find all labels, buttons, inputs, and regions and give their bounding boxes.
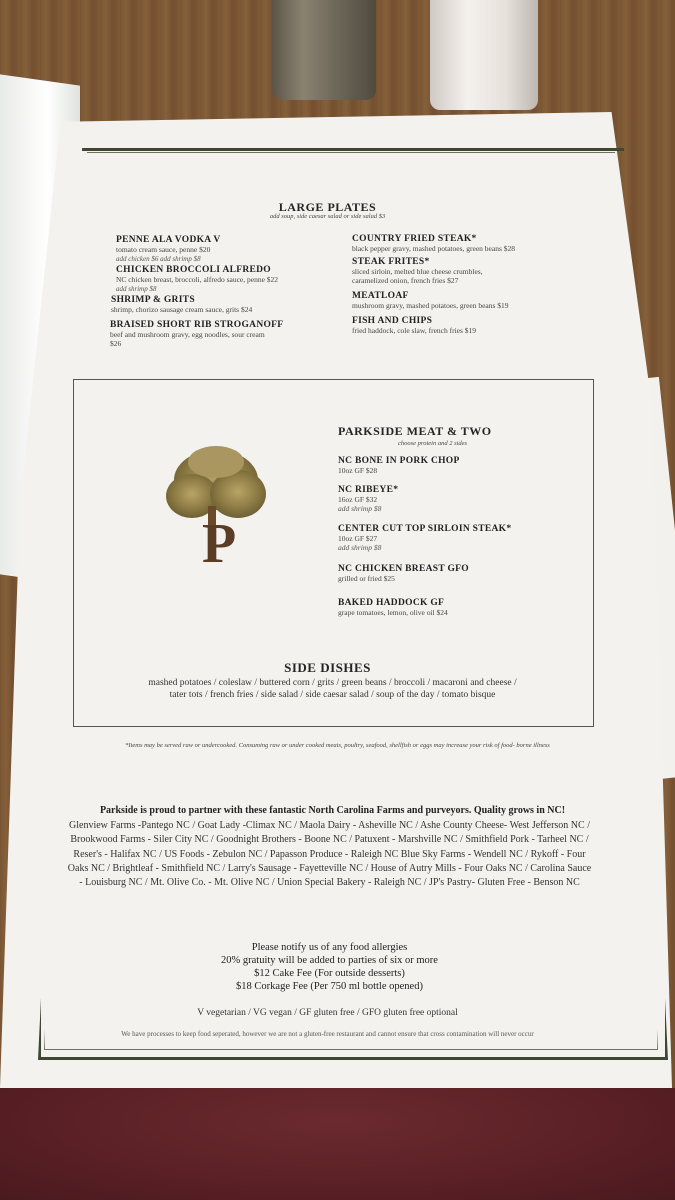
item-extra: $26 [110,338,122,348]
parkside-tree-logo-icon [164,444,268,564]
item-desc: grilled or fried $25 [338,574,395,583]
item-name: MEATLOAF [352,291,409,301]
item-desc: 10oz GF $27 [338,534,378,543]
item-name: NC CHICKEN BREAST GFO [338,564,469,574]
item-desc: black pepper gravy, mashed potatoes, green beans $28 [352,244,515,253]
item-extra: add shrimp $8 [338,542,382,552]
item-desc: 10oz GF $28 [338,466,378,475]
menu-item-stroganoff [110,320,350,348]
item-desc: 16oz GF $32 [338,495,378,504]
farms-line: - Louisburg NC / Mt. Olive Co. - Mt. Olive NC / Union Special Bakery - Raleigh NC / JP's Pastry- Gluten Free - Benson NC [79,877,580,888]
item-desc: NC chicken breast, broccoli, alfredo sauce, penne $22 [116,275,279,284]
item-name: NC BONE IN PORK CHOP [338,456,460,466]
policy-cake-fee: $12 Cake Fee (For outside desserts) [254,968,405,979]
large-plates-subtitle: add soup, side caesar salad or side salad $3 [269,213,386,220]
menu-item-meatloaf [352,291,582,311]
item-name: BRAISED SHORT RIB STROGANOFF [110,320,284,330]
item-desc: tomato cream sauce, penne $20 [116,245,211,254]
item-name: BAKED HADDOCK GF [338,598,445,608]
dietary-legend: V vegetarian / VG vegan / GF gluten free / GFO gluten free optional [197,1008,458,1018]
item-name: CENTER CUT TOP SIRLOIN STEAK* [338,524,512,534]
item-name: SHRIMP & GRITS [111,295,195,305]
item-desc: beef and mushroom gravy, egg noodles, sour cream [110,330,265,339]
meat-two-title: PARKSIDE MEAT & TWO [338,424,492,438]
policy-corkage-fee: $18 Corkage Fee (Per 750 ml bottle opened) [236,981,423,992]
farms-line: Reser's - Halifax NC / US Foods - Zebulon NC / Papasson Produce - Raleigh NC Blue Sky Farms - Wendell NC / Rykoff - Four [73,849,586,860]
item-name: FISH AND CHIPS [352,316,433,326]
policy-allergies: Please notify us of any food allergies [251,942,408,953]
side-dishes-title: SIDE DISHES [284,660,371,675]
cross-contamination-note: We have processes to keep food seperated, however we are not a gluten-free restaurant and cannot ensure that cross contamination will never occur [121,1030,534,1038]
item-name: STEAK FRITES* [352,257,430,267]
item-desc: sliced sirloin, melted blue cheese crumbles, [352,267,483,276]
item-name: CHICKEN BROCCOLI ALFREDO [116,265,271,275]
item-extra: caramelized onion, french fries $27 [352,275,459,285]
farms-line: Glenview Farms -Pantego NC / Goat Lady -Climax NC / Maola Dairy - Asheville NC / Ashe County Cheese- West Jefferson NC / [69,820,590,831]
item-name: COUNTRY FRIED STEAK* [352,234,477,244]
menu-item-chicken-alfredo [116,265,356,293]
menu-item-fish-chips [352,316,582,336]
menu-item-shrimp-grits [111,295,351,315]
menu-item-country-fried-steak [352,234,582,254]
menu-item-penne [116,235,356,263]
item-desc: shrimp, chorizo sausage cream sauce, grits $24 [111,305,253,314]
policy-gratuity: 20% gratuity will be added to parties of six or more [221,955,438,966]
logo-letter: P [202,513,237,564]
item-desc: mushroom gravy, mashed potatoes, green beans $19 [352,301,509,310]
menu-item-steak-frites [352,257,582,285]
meat-two-item [338,456,568,476]
meat-two-item [338,485,568,513]
item-desc: grape tomatoes, lemon, olive oil $24 [338,608,448,617]
item-desc: fried haddock, cole slaw, french fries $19 [352,326,477,335]
pepper-shaker [272,0,376,100]
chair-seat [0,1088,675,1200]
large-plates-title: LARGE PLATES [278,200,377,214]
farms-line: Oaks NC / Brightleaf - Smithfield NC / Larry's Sausage - Fayetteville NC / House of Autry Mills - Four Oaks NC / Carolina Sauce [67,863,592,874]
item-extra: add shrimp $8 [116,284,157,293]
item-name: PENNE ALA VODKA V [116,235,221,245]
item-extra: add chicken $6 add shrimp $8 [116,254,201,263]
meat-two-item [338,524,568,552]
item-name: NC RIBEYE* [338,485,399,495]
side-dishes-line1: mashed potatoes / coleslaw / buttered corn / grits / green beans / broccoli / macaroni and cheese / [148,678,517,688]
salt-shaker [430,0,538,110]
meat-two-item [338,598,568,618]
raw-food-disclaimer: *Items may be served raw or undercooked. Consuming raw or under cooked meats, poultry, seafood, shellfish or eggs may increase your risk of food- borne illness [125,742,550,749]
farms-headline: Parkside is proud to partner with these fantastic North Carolina Farms and purveyors. Quality grows in NC! [99,805,566,816]
item-extra: add shrimp $8 [338,503,382,513]
meat-two-item [338,564,568,584]
farms-line: Brookwood Farms - Siler City NC / Goodnight Brothers - Boone NC / Patuxent - Marshville NC / Smithfield Pork - Tarheel NC / [70,834,589,845]
side-dishes-line2: tater tots / french fries / side salad / side caesar salad / soup of the day / tomato bisque [169,690,496,700]
meat-two-subtitle: choose protein and 2 sides [398,440,468,447]
